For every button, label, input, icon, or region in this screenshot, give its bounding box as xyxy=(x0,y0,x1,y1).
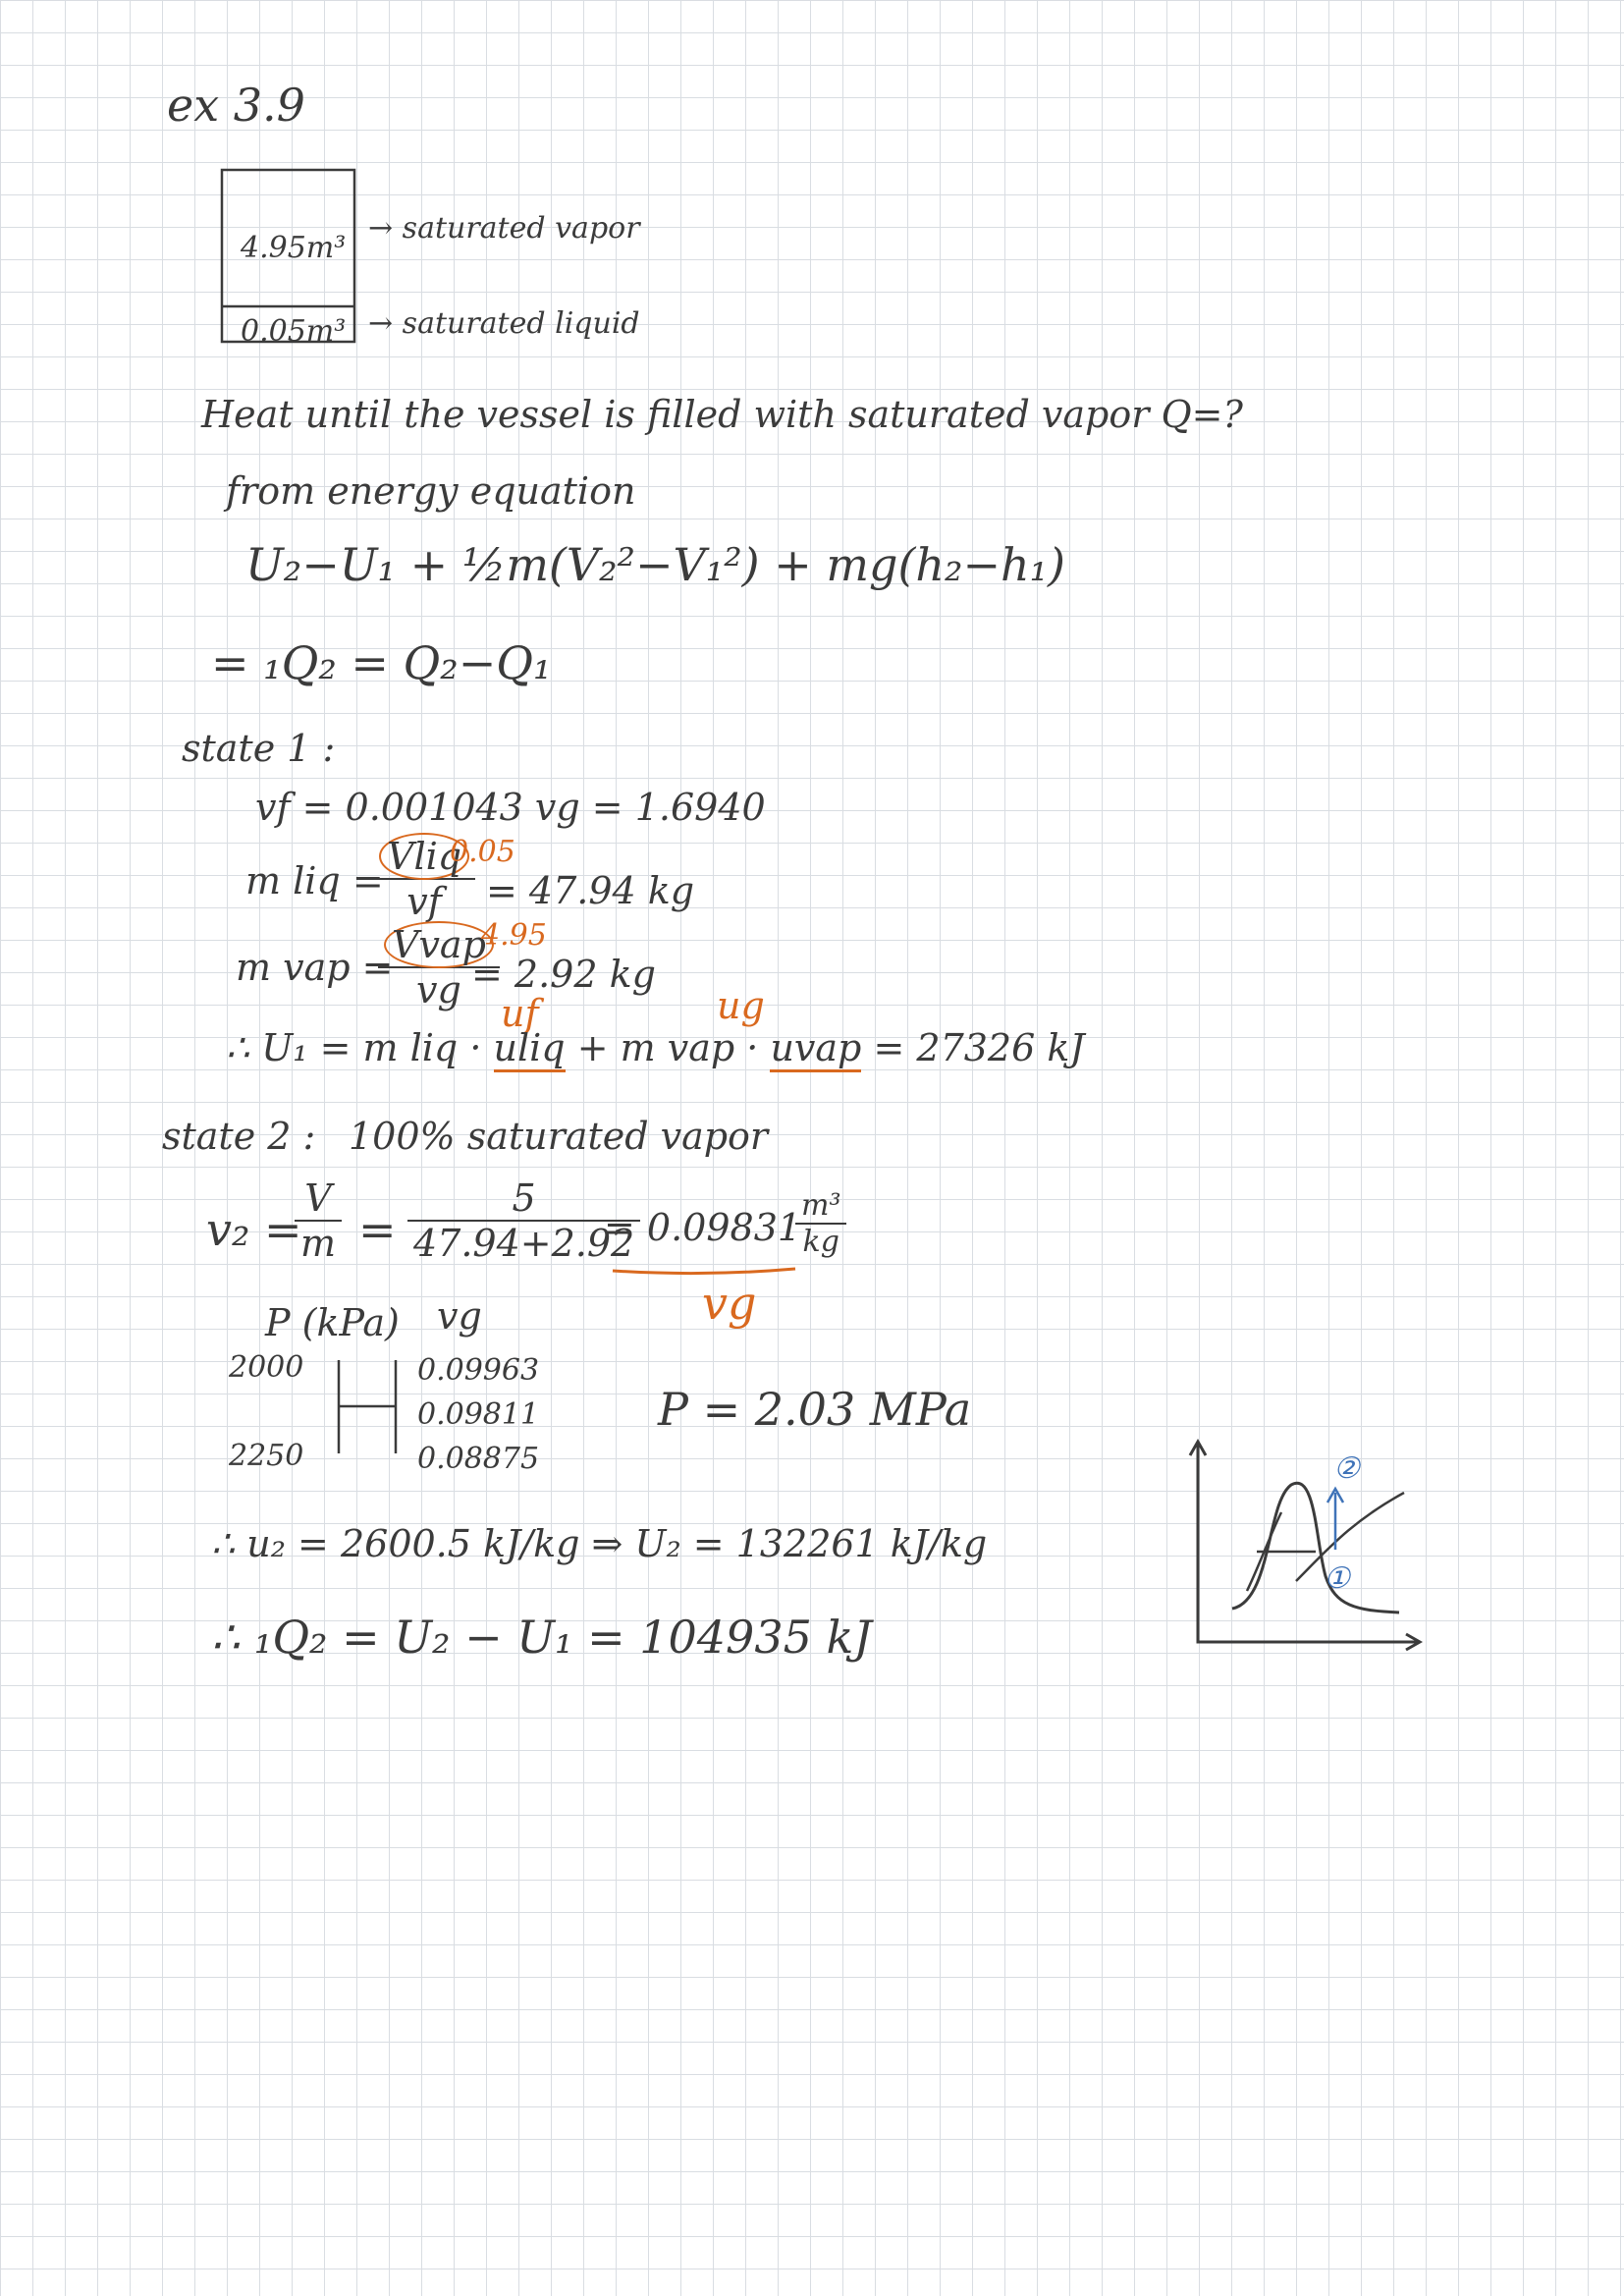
v2-equals: = xyxy=(358,1203,397,1256)
liquid-volume: 0.05m³ xyxy=(241,314,347,349)
m-liq-lhs: m liq = xyxy=(245,859,384,902)
page-title: ex 3.9 xyxy=(167,79,305,132)
table-p-2250: 2250 xyxy=(229,1439,304,1473)
v2-frac-vm: $\frac{V}{m}$ xyxy=(295,1176,342,1265)
m-vap-fraction: Vvap vg xyxy=(378,923,500,1011)
u2-result: ∴ u₂ = 2600.5 kJ/kg ⇒ U₂ = 132261 kJ/kg xyxy=(211,1522,988,1565)
state2-condition: 100% saturated vapor xyxy=(349,1115,769,1158)
v2-underline xyxy=(611,1267,797,1277)
state1-marker: ① xyxy=(1324,1561,1350,1596)
m-liq-note: 0.05 xyxy=(450,835,515,869)
ug-note: ug xyxy=(717,984,765,1027)
m-vap-lhs: m vap = xyxy=(236,946,394,989)
v-liq-circled: Vliq xyxy=(379,833,469,880)
state1-specific-volumes: vf = 0.001043 vg = 1.6940 xyxy=(255,786,766,829)
vapor-volume: 4.95m³ xyxy=(241,231,347,265)
table-header-p: P (kPa) xyxy=(265,1301,400,1344)
m-liq-fraction: Vliq vf xyxy=(373,835,475,923)
u-vap-underlined: uvap xyxy=(770,1026,861,1072)
state2-marker: ② xyxy=(1333,1451,1360,1486)
vapor-label: → saturated vapor xyxy=(368,211,640,246)
u1-equation: ∴ U₁ = m liq · uliq + m vap · uvap = 27326 kJ xyxy=(226,1026,1085,1069)
m-liq-result: = 47.94 kg xyxy=(486,869,695,912)
v2-unit: $\frac{\text{m³}}{kg}$ xyxy=(795,1188,846,1259)
liquid-label: → saturated liquid xyxy=(368,306,640,341)
u-liq-underlined: uliq xyxy=(494,1026,566,1072)
m-vap-note: 4.95 xyxy=(481,918,547,953)
state2-heading: state 2 : xyxy=(162,1115,316,1158)
v2-result: = 0.09831 xyxy=(604,1206,802,1249)
uf-note: uf xyxy=(501,992,539,1035)
interpolation-bracket xyxy=(334,1355,412,1463)
energy-equation-line1: U₂−U₁ + ½m(V₂²−V₁²) + mg(h₂−h₁) xyxy=(245,538,1066,591)
energy-heading: from energy equation xyxy=(226,469,636,513)
table-vg-1: 0.09963 xyxy=(417,1353,540,1388)
table-p-2000: 2000 xyxy=(229,1350,304,1385)
m-vap-result: = 2.92 kg xyxy=(471,953,656,996)
v2-frac-numbers: $\frac{5}{47.94+2.92}$ xyxy=(407,1176,640,1265)
table-header-vg: vg xyxy=(437,1294,482,1338)
pressure-result: P = 2.03 MPa xyxy=(658,1383,972,1436)
vg-note: vg xyxy=(702,1277,757,1330)
heat-result: ∴ ₁Q₂ = U₂ − U₁ = 104935 kJ xyxy=(211,1611,872,1664)
table-vg-3: 0.08875 xyxy=(417,1442,540,1476)
table-vg-2: 0.09811 xyxy=(417,1397,540,1432)
v-vap-circled: Vvap xyxy=(384,921,494,968)
v2-lhs: v₂ = xyxy=(206,1203,302,1256)
state1-heading: state 1 : xyxy=(182,727,336,770)
energy-equation-line2: = ₁Q₂ = Q₂−Q₁ xyxy=(211,636,552,689)
phase-diagram xyxy=(1178,1434,1434,1660)
problem-statement: Heat until the vessel is filled with saturated vapor Q=? xyxy=(201,393,1243,436)
